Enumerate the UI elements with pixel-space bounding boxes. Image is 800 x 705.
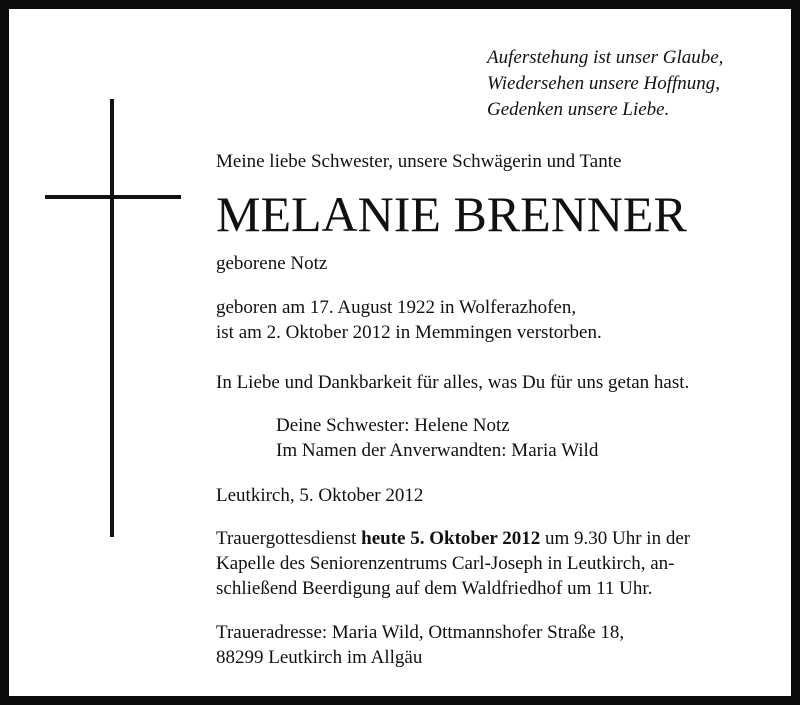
motto-line: Auferstehung ist unser Glaube, — [487, 47, 724, 68]
maiden-name: geborene Notz — [216, 253, 328, 274]
mourner-relatives: Im Namen der Anverwandten: Maria Wild — [276, 440, 599, 461]
cross-icon-horizontal-bar — [45, 195, 181, 199]
service-line-3: schließend Beerdigung auf dem Waldfriedhof um 11 Uhr. — [216, 578, 653, 599]
service-line-2: Kapelle des Seniorenzentrums Carl-Joseph in Leutkirch, an- — [216, 553, 675, 574]
death-line: ist am 2. Oktober 2012 in Memmingen verstorben. — [216, 322, 602, 343]
address-line-2: 88299 Leutkirch im Allgäu — [216, 647, 423, 668]
service-suffix: um 9.30 Uhr in der — [540, 528, 691, 549]
birth-line: geboren am 17. August 1922 in Wolferazhofen, — [216, 297, 577, 318]
service-date-highlight: heute 5. Oktober 2012 — [361, 528, 541, 549]
motto-line: Wiedersehen unsere Hoffnung, — [487, 73, 721, 94]
deceased-name: MELANIE BRENNER — [216, 186, 687, 242]
cross-icon-vertical-bar — [110, 99, 114, 537]
intro-text: Meine liebe Schwester, unsere Schwägerin und Tante — [216, 151, 622, 172]
mourner-sister: Deine Schwester: Helene Notz — [276, 415, 510, 436]
service-line-1 — [216, 527, 690, 551]
motto-verse — [487, 45, 787, 123]
motto-line: Gedenken unsere Liebe. — [487, 99, 670, 120]
service-prefix: Trauergottesdienst — [216, 528, 362, 549]
place-date: Leutkirch, 5. Oktober 2012 — [216, 485, 424, 506]
address-line-1: Traueradresse: Maria Wild, Ottmannshofer Straße 18, — [216, 622, 625, 643]
gratitude-text: In Liebe und Dankbarkeit für alles, was Du für uns getan hast. — [216, 372, 690, 393]
